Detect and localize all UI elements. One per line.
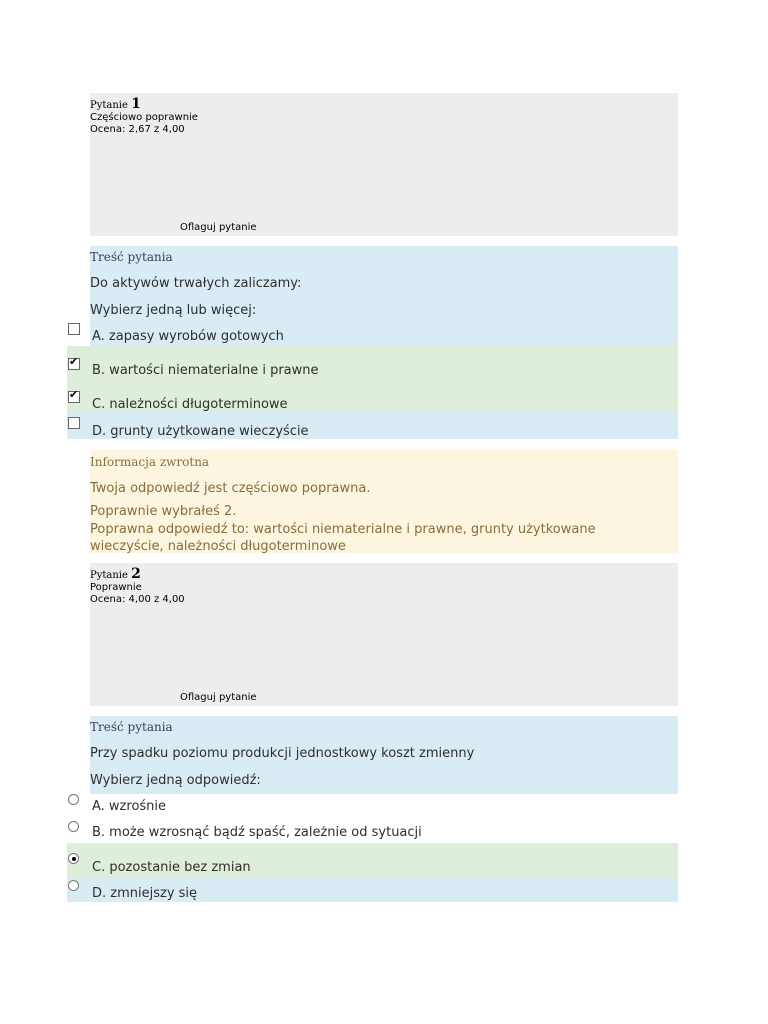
feedback-summary: Twoja odpowiedź jest częściowo poprawna. xyxy=(90,481,371,496)
radio-button[interactable] xyxy=(68,880,79,891)
answer-option-label: A. wzrośnie xyxy=(92,799,167,814)
question-1-grade: Ocena: 2,67 z 4,00 xyxy=(90,124,185,135)
answer-option-label: D. zmniejszy się xyxy=(92,886,198,901)
checkbox-checked[interactable] xyxy=(68,358,80,370)
answer-option-selected[interactable] xyxy=(67,843,678,877)
question-2-number: Pytanie 2 xyxy=(90,566,141,582)
checkbox[interactable] xyxy=(68,323,80,335)
answer-prompt: Wybierz jedną lub więcej: xyxy=(90,303,257,318)
answer-option[interactable] xyxy=(67,322,678,346)
feedback-panel xyxy=(90,450,678,553)
question-2-content xyxy=(90,716,678,794)
feedback-selected: Poprawnie wybrałeś 2. xyxy=(90,504,237,519)
question-1-number: Pytanie 1 xyxy=(90,96,141,112)
answer-option-label: C. pozostanie bez zmian xyxy=(92,860,251,875)
question-1-state: Częściowo poprawnie xyxy=(90,112,198,123)
flag-question-1-link[interactable]: Oflaguj pytanie xyxy=(180,222,257,233)
question-text: Do aktywów trwałych zaliczamy: xyxy=(90,276,302,291)
answer-option[interactable] xyxy=(67,792,678,818)
flag-question-2-link[interactable]: Oflaguj pytanie xyxy=(180,692,257,703)
radio-button[interactable] xyxy=(68,794,79,805)
question-1-info xyxy=(90,93,678,236)
answer-option[interactable] xyxy=(67,412,678,439)
question-2-grade: Ocena: 4,00 z 4,00 xyxy=(90,594,185,605)
answer-option-label: B. może wzrosnąć bądź spaść, zależnie od sytuacji xyxy=(92,825,422,840)
checkbox-checked[interactable] xyxy=(68,391,80,403)
question-text-heading: Treść pytania xyxy=(90,250,173,264)
answer-option[interactable] xyxy=(67,877,678,902)
question-2-info xyxy=(90,563,678,706)
answer-option-label: C. należności długoterminowe xyxy=(92,397,288,412)
question-text-heading: Treść pytania xyxy=(90,720,173,734)
radio-button[interactable] xyxy=(68,821,79,832)
radio-button-checked[interactable] xyxy=(68,853,79,864)
answer-option-label: A. zapasy wyrobów gotowych xyxy=(92,329,284,344)
answer-option[interactable] xyxy=(67,346,678,412)
answer-option[interactable] xyxy=(67,818,678,843)
answer-prompt: Wybierz jedną odpowiedź: xyxy=(90,773,261,788)
answer-option-label: D. grunty użytkowane wieczyście xyxy=(92,424,309,439)
feedback-heading: Informacja zwrotna xyxy=(90,455,210,469)
checkbox[interactable] xyxy=(68,417,80,429)
question-2-state: Poprawnie xyxy=(90,582,142,593)
answer-option-label: B. wartości niematerialne i prawne xyxy=(92,363,319,378)
feedback-correct-answer: Poprawna odpowiedź to: wartości niematerialne i prawne, grunty użytkowane wieczyście, należności długoterminowe xyxy=(90,522,596,554)
question-text: Przy spadku poziomu produkcji jednostkowy koszt zmienny xyxy=(90,746,475,761)
